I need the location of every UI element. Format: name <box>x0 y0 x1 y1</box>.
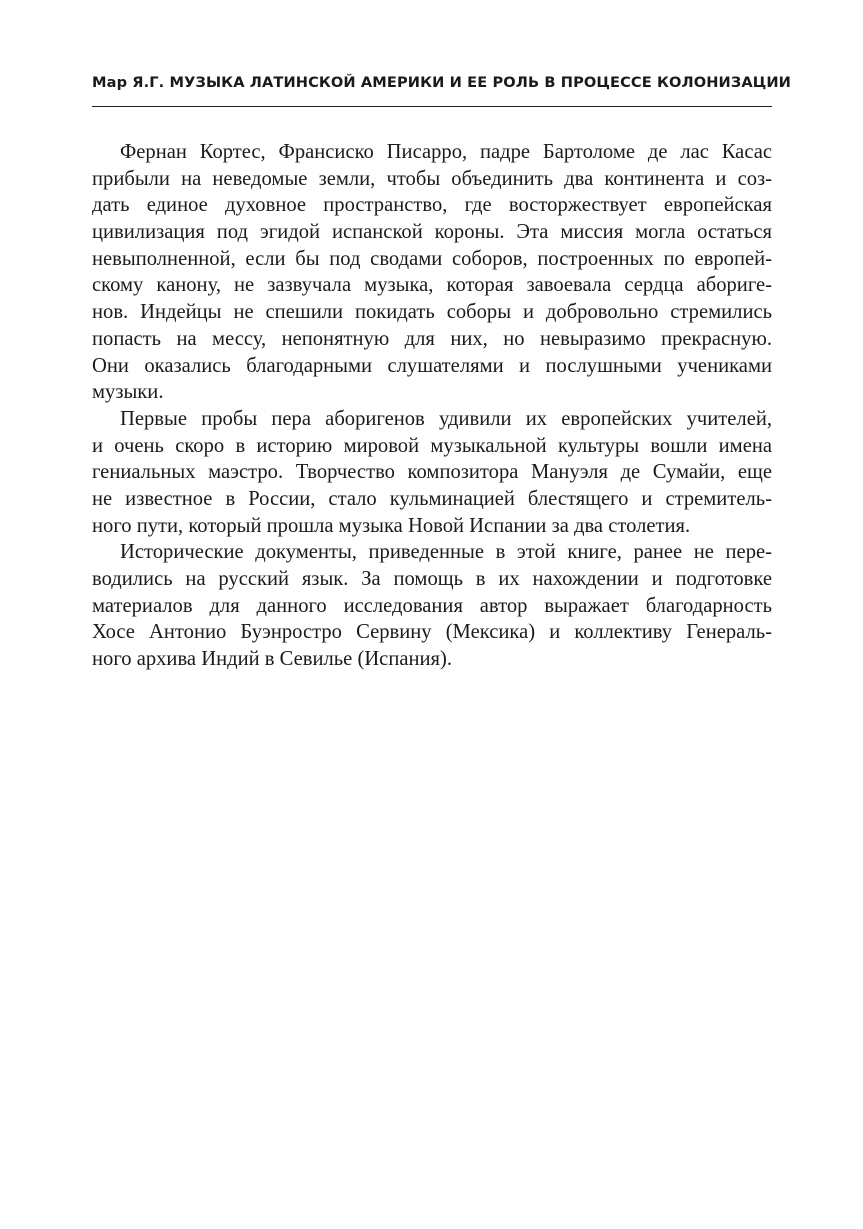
text-line: материалов для данного исследования автор выражает благодарность <box>92 594 772 617</box>
text-line: попасть на мессу, непонятную для них, но невыразимо прекрасную. <box>92 327 772 350</box>
text-line: водились на русский язык. За помощь в их нахождении и подготовке <box>92 568 772 590</box>
text-line: прибыли на неведомые земли, чтобы объединить два континента и соз- <box>92 167 772 190</box>
text-line: Первые пробы пера аборигенов удивили их европейских учителей, <box>120 407 772 430</box>
text-line: невыполненной, если бы под сводами соборов, построенных по европей- <box>92 247 772 270</box>
body-text <box>92 139 772 673</box>
text-line: гениальных маэстро. Творчество композитора Мануэля де Сумайи, еще <box>92 461 772 484</box>
text-line: Они оказались благодарными слушателями и послушными учениками <box>92 354 772 377</box>
text-line: ного пути, который прошла музыка Новой Испании за два столетия. <box>92 514 691 537</box>
header-rule <box>92 106 772 107</box>
text-line: не известное в России, стало кульминацией блестящего и стремитель- <box>92 487 772 510</box>
running-header: Мар Я.Г. МУЗЫКА ЛАТИНСКОЙ АМЕРИКИ И ЕЕ РОЛЬ В ПРОЦЕССЕ КОЛОНИЗАЦИИ <box>92 74 791 91</box>
text-line: музыки. <box>92 381 164 404</box>
paragraph <box>92 539 772 672</box>
text-line: ного архива Индий в Севилье (Испания). <box>92 648 453 671</box>
text-line: Фернан Кортес, Франсиско Писарро, падре Бартоломе де лас Касас <box>120 141 772 163</box>
text-line: Хосе Антонио Буэнростро Сервину (Мексика) и коллективу Генераль- <box>92 621 772 644</box>
text-line: скому канону, не зазвучала музыка, которая завоевала сердца абориге- <box>92 274 772 297</box>
text-line: дать единое духовное пространство, где восторжествует европейская <box>92 194 772 217</box>
paragraph <box>92 139 772 406</box>
text-line: цивилизация под эгидой испанской короны. Эта миссия могла остаться <box>92 221 772 244</box>
text-line: нов. Индейцы не спешили покидать соборы и добровольно стремились <box>92 301 772 324</box>
paragraph <box>92 406 772 539</box>
text-line: и очень скоро в историю мировой музыкальной культуры вошли имена <box>92 434 772 457</box>
text-line: Исторические документы, приведенные в этой книге, ранее не пере- <box>120 541 772 564</box>
